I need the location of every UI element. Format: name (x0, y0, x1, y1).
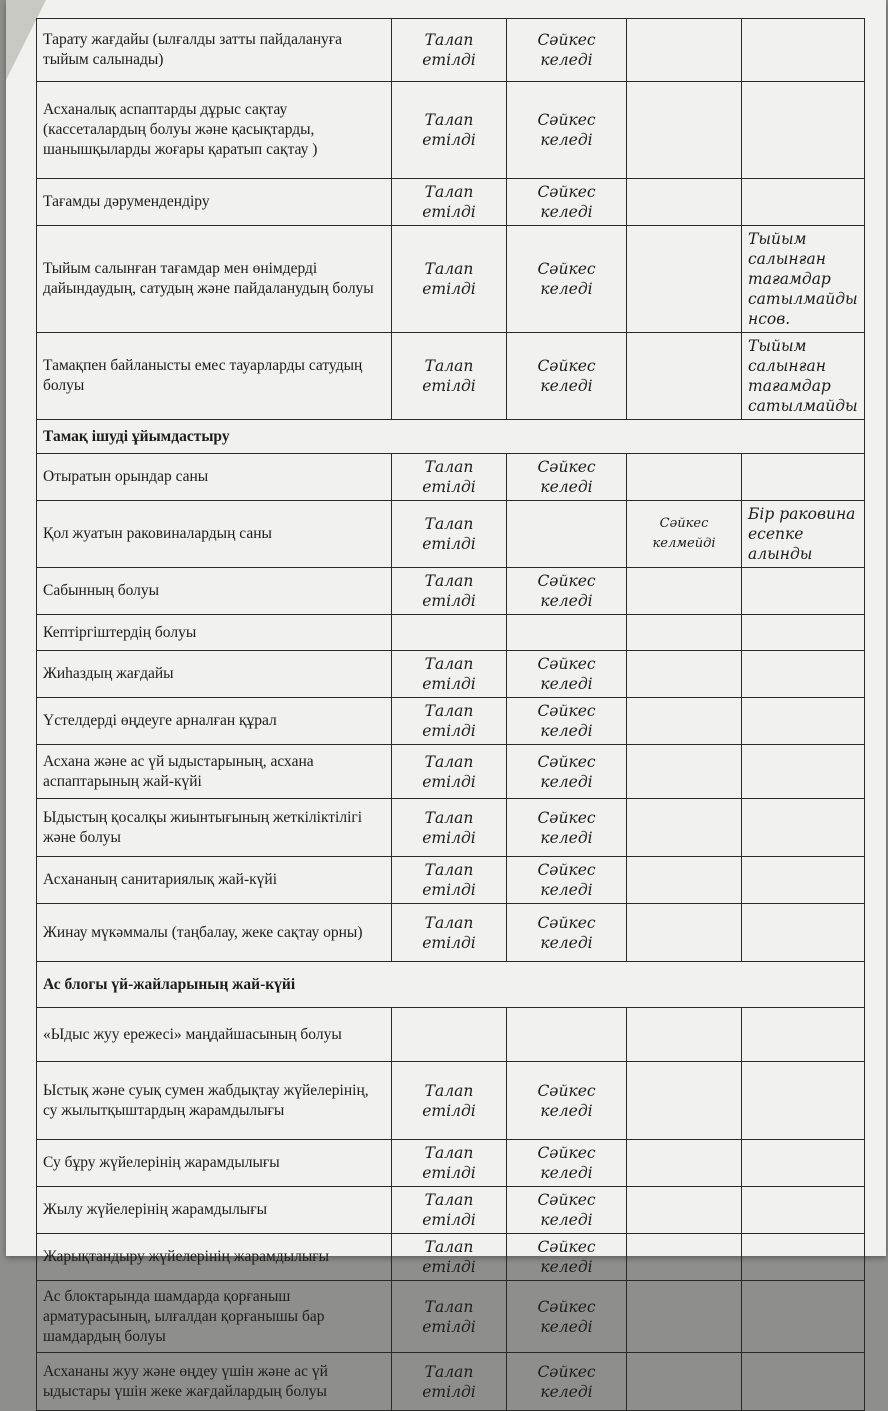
requirement-cell: Талап етілді (392, 454, 507, 501)
note-cell (742, 745, 865, 799)
noncompliance-cell (627, 615, 742, 651)
requirement-cell: Талап етілді (392, 1353, 507, 1411)
requirement-cell: Талап етілді (392, 179, 507, 226)
noncompliance-cell: Сәйкес келмейді (627, 501, 742, 568)
table-row (37, 745, 865, 799)
table-row (37, 651, 865, 698)
note-cell: Тыйым салынған тағамдар сатылмайды (742, 333, 865, 420)
compliance-cell: Сәйкес келеді (507, 19, 627, 82)
requirement-cell: Талап етілді (392, 1281, 507, 1353)
noncompliance-cell (627, 226, 742, 333)
requirement-cell: Талап етілді (392, 857, 507, 904)
compliance-cell: Сәйкес келеді (507, 454, 627, 501)
table-row (37, 1281, 865, 1353)
criterion-cell: Отыратын орындар саны (37, 454, 392, 501)
note-cell (742, 1281, 865, 1353)
requirement-cell: Талап етілді (392, 1140, 507, 1187)
table-row (37, 799, 865, 857)
compliance-cell: Сәйкес келеді (507, 568, 627, 615)
note-cell (742, 19, 865, 82)
table-row (37, 857, 865, 904)
noncompliance-cell (627, 333, 742, 420)
criterion-cell: Қол жуатын раковиналардың саны (37, 501, 392, 568)
note-cell (742, 1008, 865, 1062)
note-cell (742, 857, 865, 904)
requirement-cell (392, 1008, 507, 1062)
criterion-cell: Үстелдерді өңдеуге арналған құрал (37, 698, 392, 745)
compliance-cell: Сәйкес келеді (507, 1281, 627, 1353)
criterion-cell: Су бұру жүйелерінің жарамдылығы (37, 1140, 392, 1187)
note-cell (742, 82, 865, 179)
requirement-cell: Талап етілді (392, 799, 507, 857)
section-row (37, 962, 865, 1008)
section-heading: Тамақ ішуді ұйымдастыру (37, 420, 865, 454)
note-cell (742, 1353, 865, 1411)
requirement-cell: Талап етілді (392, 745, 507, 799)
note-cell (742, 568, 865, 615)
requirement-cell: Талап етілді (392, 226, 507, 333)
noncompliance-cell (627, 904, 742, 962)
table-row (37, 1234, 865, 1281)
compliance-cell: Сәйкес келеді (507, 1187, 627, 1234)
compliance-cell: Сәйкес келеді (507, 1140, 627, 1187)
compliance-cell: Сәйкес келеді (507, 651, 627, 698)
note-cell (742, 454, 865, 501)
section-heading: Ас блогы үй-жайларының жай-күйі (37, 962, 865, 1008)
table-row (37, 1353, 865, 1411)
criterion-cell: Жиһаздың жағдайы (37, 651, 392, 698)
requirement-cell (392, 615, 507, 651)
requirement-cell: Талап етілді (392, 333, 507, 420)
compliance-cell (507, 1008, 627, 1062)
compliance-cell: Сәйкес келеді (507, 1234, 627, 1281)
requirement-cell: Талап етілді (392, 1187, 507, 1234)
compliance-cell: Сәйкес келеді (507, 1353, 627, 1411)
note-cell (742, 904, 865, 962)
note-cell: Тыйым салынған тағамдар сатылмайды нсов. (742, 226, 865, 333)
table-row (37, 568, 865, 615)
compliance-cell (507, 501, 627, 568)
criterion-cell: Сабынның болуы (37, 568, 392, 615)
requirement-cell: Талап етілді (392, 1062, 507, 1140)
compliance-cell: Сәйкес келеді (507, 82, 627, 179)
table-row (37, 698, 865, 745)
criterion-cell: Тамақпен байланысты емес тауарларды сатудың болуы (37, 333, 392, 420)
noncompliance-cell (627, 1281, 742, 1353)
note-cell (742, 179, 865, 226)
criterion-cell: Асхана және ас үй ыдыстарының, асхана аспаптарының жай-күйі (37, 745, 392, 799)
noncompliance-cell (627, 799, 742, 857)
table-row (37, 179, 865, 226)
compliance-cell: Сәйкес келеді (507, 179, 627, 226)
noncompliance-cell (627, 1353, 742, 1411)
note-cell (742, 1140, 865, 1187)
note-cell (742, 698, 865, 745)
noncompliance-cell (627, 179, 742, 226)
table-row (37, 333, 865, 420)
table-row (37, 501, 865, 568)
compliance-cell: Сәйкес келеді (507, 799, 627, 857)
criterion-cell: Кептіргіштердің болуы (37, 615, 392, 651)
noncompliance-cell (627, 1140, 742, 1187)
compliance-cell: Сәйкес келеді (507, 745, 627, 799)
note-cell (742, 615, 865, 651)
requirement-cell: Талап етілді (392, 568, 507, 615)
compliance-cell: Сәйкес келеді (507, 904, 627, 962)
noncompliance-cell (627, 19, 742, 82)
table-row (37, 226, 865, 333)
noncompliance-cell (627, 745, 742, 799)
criterion-cell: Асханалық аспаптарды дұрыс сақтау (кассеталардың болуы және қасықтарды, шанышқыларды жоғары қаратып сақтау ) (37, 82, 392, 179)
requirement-cell: Талап етілді (392, 82, 507, 179)
compliance-cell (507, 615, 627, 651)
requirement-cell: Талап етілді (392, 1234, 507, 1281)
requirement-cell: Талап етілді (392, 698, 507, 745)
note-cell (742, 651, 865, 698)
noncompliance-cell (627, 1187, 742, 1234)
table-row (37, 1140, 865, 1187)
criterion-cell: «Ыдыс жуу ережесі» маңдайшасының болуы (37, 1008, 392, 1062)
compliance-cell: Сәйкес келеді (507, 333, 627, 420)
noncompliance-cell (627, 82, 742, 179)
requirement-cell: Талап етілді (392, 904, 507, 962)
note-cell (742, 1187, 865, 1234)
compliance-cell: Сәйкес келеді (507, 857, 627, 904)
noncompliance-cell (627, 651, 742, 698)
criterion-cell: Жарықтандыру жүйелерінің жарамдылығы (37, 1234, 392, 1281)
section-row (37, 420, 865, 454)
compliance-cell: Сәйкес келеді (507, 1062, 627, 1140)
table-row (37, 904, 865, 962)
noncompliance-cell (627, 857, 742, 904)
note-cell (742, 799, 865, 857)
compliance-cell: Сәйкес келеді (507, 226, 627, 333)
criterion-cell: Ыстық және суық сумен жабдықтау жүйелерінің, су жылытқыштардың жарамдылығы (37, 1062, 392, 1140)
table-row (37, 82, 865, 179)
criterion-cell: Асхананы жуу және өңдеу үшін және ас үй ыдыстары үшін жеке жағдайлардың болуы (37, 1353, 392, 1411)
criterion-cell: Тарату жағдайы (ылғалды затты пайдалануға тыйым салынады) (37, 19, 392, 82)
noncompliance-cell (627, 1008, 742, 1062)
table-row (37, 1187, 865, 1234)
table-row (37, 19, 865, 82)
noncompliance-cell (627, 1062, 742, 1140)
table-row (37, 1062, 865, 1140)
criterion-cell: Тағамды дәрумендендіру (37, 179, 392, 226)
requirement-cell: Талап етілді (392, 501, 507, 568)
compliance-cell: Сәйкес келеді (507, 698, 627, 745)
note-cell (742, 1234, 865, 1281)
criterion-cell: Ыдыстың қосалқы жиынтығының жеткіліктілігі және болуы (37, 799, 392, 857)
table-row (37, 615, 865, 651)
requirement-cell: Талап етілді (392, 651, 507, 698)
requirement-cell: Талап етілді (392, 19, 507, 82)
noncompliance-cell (627, 454, 742, 501)
criterion-cell: Тыйым салынған тағамдар мен өнімдерді дайындаудың, сатудың және пайдаланудың болуы (37, 226, 392, 333)
table-row (37, 454, 865, 501)
noncompliance-cell (627, 698, 742, 745)
criterion-cell: Ас блоктарында шамдарда қорғаныш арматурасының, ылғалдан қорғанышы бар шамдардың болуы (37, 1281, 392, 1353)
criterion-cell: Жинау мүкәммалы (таңбалау, жеке сақтау орны) (37, 904, 392, 962)
note-cell: Бір раковина есепке алынды (742, 501, 865, 568)
note-cell (742, 1062, 865, 1140)
criterion-cell: Жылу жүйелерінің жарамдылығы (37, 1187, 392, 1234)
document-page (6, 0, 886, 1401)
table-row (37, 1008, 865, 1062)
criterion-cell: Асхананың санитариялық жай-күйі (37, 857, 392, 904)
inspection-table (36, 18, 865, 1411)
noncompliance-cell (627, 568, 742, 615)
noncompliance-cell (627, 1234, 742, 1281)
